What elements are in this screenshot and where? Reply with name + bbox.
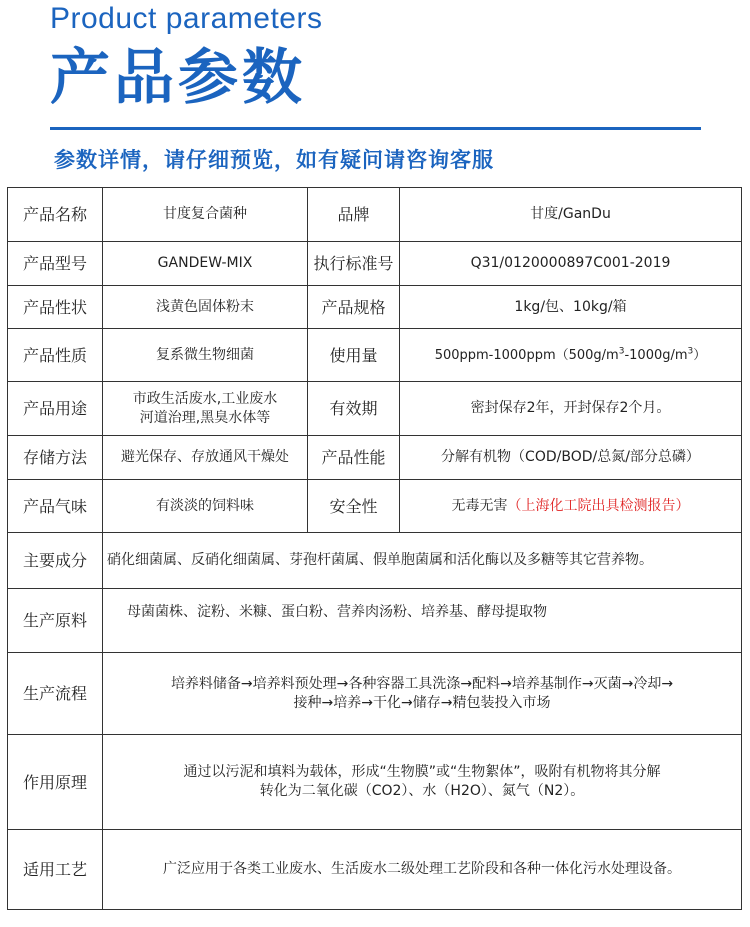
- dosage-superscript: 3: [618, 346, 625, 357]
- table-row: [8, 382, 742, 436]
- usage-line: 河道治理,黑臭水体等: [139, 409, 271, 426]
- dosage-text: -1000g/m: [624, 347, 688, 363]
- table-row: [8, 286, 742, 329]
- title-english: Product parameters: [50, 2, 323, 35]
- param-label: 生产流程: [8, 653, 103, 735]
- title-chinese: 产品参数: [50, 43, 306, 113]
- title-divider: [50, 127, 701, 130]
- table-row: [8, 830, 742, 910]
- param-label: 作用原理: [8, 735, 103, 830]
- param-label: 产品气味: [8, 480, 103, 533]
- usage-line: 市政生活废水,工业废水: [132, 390, 278, 407]
- table-row: [8, 653, 742, 735]
- table-row: [8, 589, 742, 653]
- param-value: 浅黄色固体粉末: [103, 286, 308, 329]
- param-value: 甘度/GanDu: [400, 188, 742, 242]
- param-value: [400, 480, 742, 533]
- param-label: 产品性质: [8, 329, 103, 382]
- principle-line: 通过以污泥和填料为载体，形成“生物膜”或“生物絮体”，吸附有机物将其分解: [183, 764, 661, 780]
- param-value: 广泛应用于各类工业废水、生活废水二级处理工艺阶段和各种一体化污水处理设备。: [103, 830, 742, 910]
- process-line: 接种→培养→干化→储存→精包装投入市场: [293, 694, 551, 711]
- param-value: 硝化细菌属、反硝化细菌属、芽孢杆菌属、假单胞菌属和活化酶以及多糖等其它营养物。: [103, 533, 742, 589]
- param-label: 生产原料: [8, 589, 103, 653]
- param-value: [103, 735, 742, 830]
- subtitle: 参数详情，请仔细预览，如有疑问请咨询客服: [54, 148, 494, 172]
- param-label: 产品性状: [8, 286, 103, 329]
- table-row: [8, 533, 742, 589]
- param-label: 产品性能: [308, 436, 400, 480]
- param-value: 复系微生物细菌: [103, 329, 308, 382]
- param-value: Q31/0120000897C001-2019: [400, 242, 742, 286]
- param-label: 产品用途: [8, 382, 103, 436]
- table-row: [8, 188, 742, 242]
- param-label: 执行标准号: [308, 242, 400, 286]
- process-line: 培养料储备→培养料预处理→各种容器工具洗涤→配料→培养基制作→灭菌→冷却→: [170, 675, 674, 692]
- param-label: 产品名称: [8, 188, 103, 242]
- table-row: [8, 436, 742, 480]
- dosage-superscript: 3: [687, 346, 694, 357]
- table-row: [8, 242, 742, 286]
- principle-line: 转化为二氧化碳（CO2）、水（H2O）、氮气（N2）。: [259, 783, 585, 799]
- table-row: [8, 735, 742, 830]
- param-value: 分解有机物（COD/BOD/总氮/部分总磷）: [400, 436, 742, 480]
- param-label: 适用工艺: [8, 830, 103, 910]
- param-value: [400, 329, 742, 382]
- table-row: [8, 480, 742, 533]
- param-value: GANDEW-MIX: [103, 242, 308, 286]
- param-label: 产品规格: [308, 286, 400, 329]
- param-label: 存储方法: [8, 436, 103, 480]
- param-label: 产品型号: [8, 242, 103, 286]
- param-value: 有淡淡的饲料味: [103, 480, 308, 533]
- param-value: 避光保存、存放通风干燥处: [103, 436, 308, 480]
- param-value: 母菌菌株、淀粉、米糠、蛋白粉、营养肉汤粉、培养基、酵母提取物: [103, 589, 742, 653]
- param-value: 密封保存2年，开封保存2个月。: [400, 382, 742, 436]
- table-row: [8, 329, 742, 382]
- test-report-note: （上海化工院出具检测报告）: [507, 497, 690, 514]
- dosage-text: ）: [693, 347, 707, 363]
- param-value: [103, 653, 742, 735]
- dosage-text: 500ppm-1000ppm（500g/m: [434, 347, 619, 363]
- param-label: 有效期: [308, 382, 400, 436]
- param-label: 使用量: [308, 329, 400, 382]
- param-value: 1kg/包、10kg/箱: [400, 286, 742, 329]
- safety-text: 无毒无害: [451, 497, 508, 514]
- parameters-table: [7, 187, 742, 910]
- param-label: 主要成分: [8, 533, 103, 589]
- param-label: 品牌: [308, 188, 400, 242]
- param-value: 甘度复合菌种: [103, 188, 308, 242]
- param-value: [103, 382, 308, 436]
- param-label: 安全性: [308, 480, 400, 533]
